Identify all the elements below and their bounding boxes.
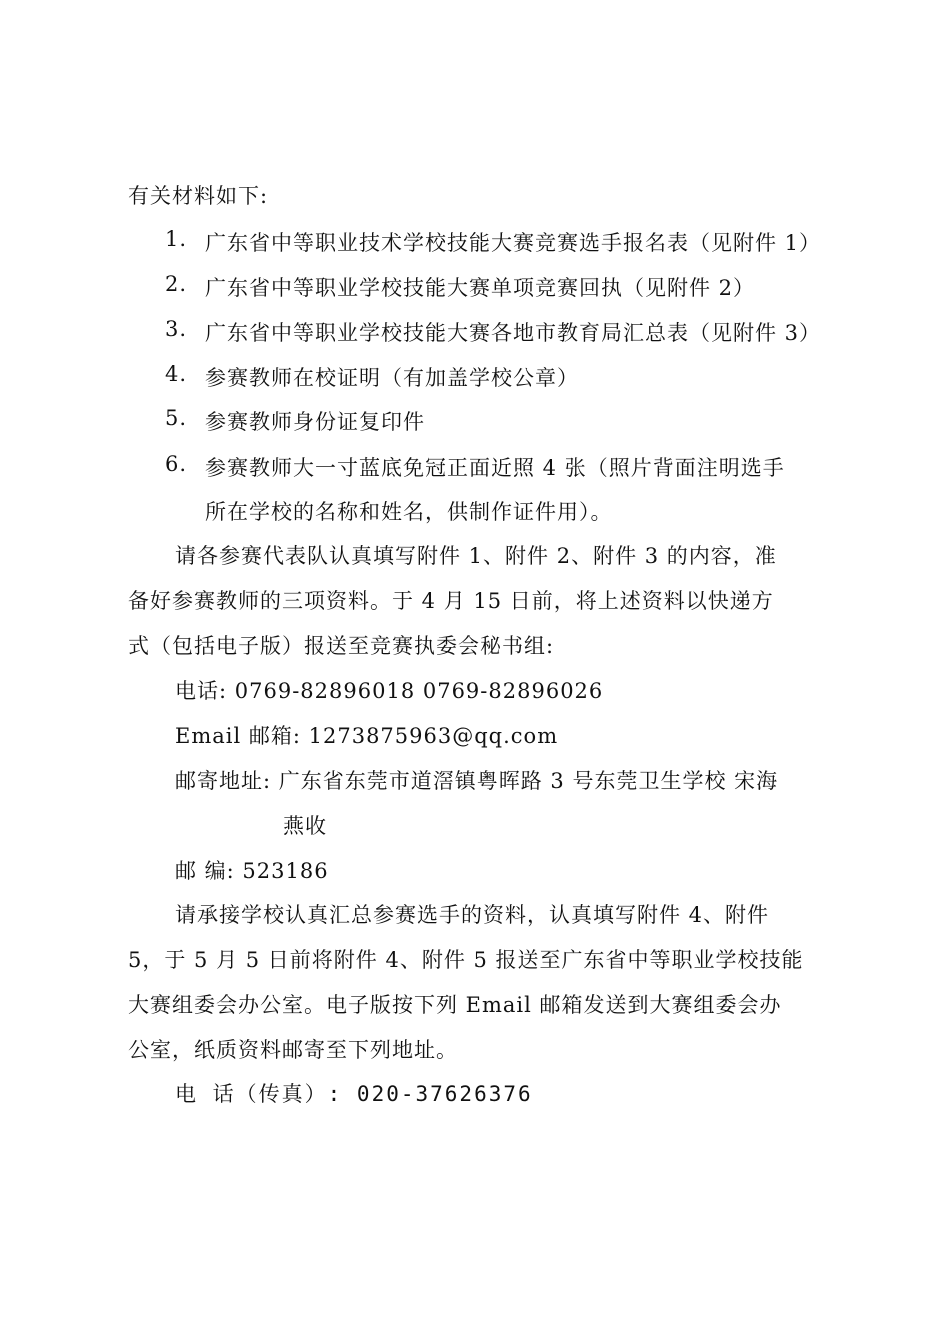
- contact-address: 邮寄地址: 广东省东莞市道滘镇粤晖路 3 号东莞卫生学校 宋海: [175, 769, 779, 793]
- list-number: 5.: [165, 406, 188, 430]
- list-number: 1.: [165, 227, 188, 251]
- paragraph-line: 公室，纸质资料邮寄至下列地址。: [128, 1038, 458, 1062]
- paragraph-line: 5，于 5 月 5 日前将附件 4、附件 5 报送至广东省中等职业学校技能: [128, 948, 804, 972]
- list-number: 4.: [165, 362, 188, 386]
- contact-email: Email 邮箱: 1273875963@qq.com: [175, 724, 559, 748]
- list-text: 广东省中等职业技术学校技能大赛竞赛选手报名表（见附件 1）: [205, 231, 822, 255]
- contact-address-continued: 燕收: [283, 814, 327, 838]
- paragraph-line: 请各参赛代表队认真填写附件 1、附件 2、附件 3 的内容，准: [175, 544, 777, 568]
- paragraph-line: 大赛组委会办公室。电子版按下列 Email 邮箱发送到大赛组委会办: [128, 993, 782, 1017]
- intro-text: 有关材料如下:: [128, 184, 269, 208]
- list-number: 6.: [165, 452, 188, 476]
- contact-phone: 电话: 0769-82896018 0769-82896026: [175, 679, 604, 703]
- contact-phone-fax: 电 话（传真）: 020-37626376: [175, 1082, 533, 1106]
- list-text: 广东省中等职业学校技能大赛各地市教育局汇总表（见附件 3）: [205, 321, 822, 345]
- paragraph-line: 备好参赛教师的三项资料。于 4 月 15 日前，将上述资料以快递方: [128, 589, 774, 613]
- list-number: 3.: [165, 317, 188, 341]
- list-text: 参赛教师身份证复印件: [205, 410, 425, 434]
- list-text: 参赛教师在校证明（有加盖学校公章）: [205, 366, 579, 390]
- paragraph-line: 式（包括电子版）报送至竞赛执委会秘书组:: [128, 634, 555, 658]
- contact-postcode: 邮 编: 523186: [175, 859, 329, 883]
- list-number: 2.: [165, 272, 188, 296]
- list-text: 参赛教师大一寸蓝底免冠正面近照 4 张（照片背面注明选手: [205, 456, 785, 480]
- list-text-continued: 所在学校的名称和姓名，供制作证件用）。: [205, 500, 613, 524]
- list-text: 广东省中等职业学校技能大赛单项竞赛回执（见附件 2）: [205, 276, 756, 300]
- paragraph-line: 请承接学校认真汇总参赛选手的资料，认真填写附件 4、附件: [175, 903, 770, 927]
